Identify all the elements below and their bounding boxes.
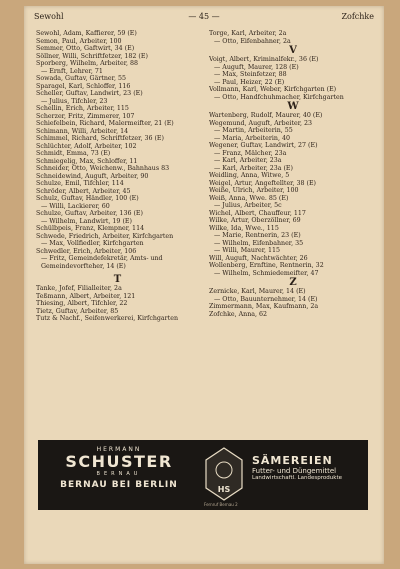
w-entry-list (209, 112, 377, 277)
directory-entry: Semmer, Otto, Gaftwirt, 34 (E) (36, 45, 135, 52)
directory-entry: Zernicke, Karl, Maurer, 14 (E) (209, 288, 306, 295)
directory-entry: Teßmann, Albert, Arbeiter, 121 (36, 292, 136, 300)
directory-entry: — Otto, Handfchuhmacher, Kirfchgarten (214, 93, 344, 101)
directory-entry: — Martin, Arbeiterin, 55 (214, 127, 293, 134)
page-number: — 45 — (188, 12, 220, 21)
directory-entry: Schmiegelig, Max, Schloffer, 11 (36, 157, 138, 165)
directory-entry: Schlüchter, Adolf, Arbeiter, 102 (36, 142, 137, 150)
ad-product-title: SÄMEREIEN (252, 454, 333, 467)
directory-entry: Weidling, Anna, Witwe, 5 (209, 172, 290, 179)
left-entry-list (36, 30, 199, 270)
directory-entry: — Wilhelm, Eifenbahner, 35 (214, 239, 304, 247)
directory-entry: Schröder, Albert, Arbeiter, 45 (36, 187, 131, 195)
directory-page (24, 6, 384, 564)
directory-entry: Schulze, Guftav, Arbeiter, 136 (E) (36, 210, 143, 217)
directory-entry: Thiesing, Albert, Tifchler, 22 (36, 300, 128, 307)
header-right-keyword: Zofchke (341, 12, 374, 21)
directory-entry: Tietz, Guftav, Arbeiter, 85 (36, 307, 119, 315)
header-left-keyword: Sewohl (34, 12, 64, 21)
ad-emblem-text: HS (217, 485, 231, 494)
directory-entry: Schulz, Guftav, Händler, 100 (E) (36, 195, 139, 202)
directory-entry: — Karl, Arbeiter, 23a (214, 157, 282, 164)
directory-entry: Wilke, Ida, Wwe., 115 (209, 224, 279, 232)
section-letter-z: Z (289, 277, 297, 288)
directory-entry: Schneidewind, Auguft, Arbeiter, 90 (36, 172, 149, 180)
directory-entry: — Willi, Maurer, 115 (214, 247, 281, 254)
directory-entry: Weiße, Ulrich, Arbeiter, 100 (209, 187, 299, 194)
directory-entry: Söllner, Willi, Schriftfetzer, 182 (E) (36, 52, 148, 60)
directory-entry: Schwede, Friedrich, Arbeiter, Kirfchgarten (36, 232, 174, 240)
t-entry-list (36, 285, 199, 323)
directory-entry: Torge, Karl, Arbeiter, 2a (209, 30, 287, 37)
directory-entry: Sporberg, Wilhelm, Arbeiter, 88 (36, 60, 139, 67)
ad-product-block (252, 454, 362, 481)
directory-entry: — Karl, Arbeiter, 23a (E) (214, 164, 293, 172)
directory-entry: — Auguft, Maurer, 128 (E) (214, 63, 299, 71)
directory-entry: Wartenberg, Rudolf, Maurer, 40 (E) (209, 112, 323, 119)
ad-product-line: Futter- und Düngemittel (252, 467, 337, 475)
directory-entry: — Marie, Rentnerin, 23 (E) (214, 232, 301, 239)
v-entry-list (209, 56, 377, 101)
ad-company-block (44, 446, 194, 490)
directory-entry: Gemeindevorfteher, 14 (E) (41, 262, 126, 270)
directory-entry: — Otto, Eifenbahner, 2a (214, 37, 291, 45)
directory-entry: — Julius, Tifchler, 23 (41, 97, 108, 105)
left-column (36, 30, 199, 323)
advertisement (38, 440, 368, 510)
directory-entry: — Paul, Heizer, 22 (E) (214, 78, 285, 86)
directory-entry: Weiß, Anna, Wwe. 85 (E) (209, 194, 289, 202)
directory-entry: Wegemund, Auguft, Arbeiter, 23 (209, 119, 313, 127)
directory-entry: Wollenberg, Ernftine, Rentnerin, 32 (209, 262, 324, 269)
directory-entry: Voigt, Albert, Kriminalfekr., 36 (E) (209, 56, 319, 63)
directory-entry: Scheller, Guftav, Landwirt, 23 (E) (36, 90, 143, 97)
directory-entry: Sparagel, Karl, Schloffer, 116 (36, 82, 131, 90)
right-column (209, 30, 377, 318)
directory-entry: Schulze, Emil, Tifchler, 114 (36, 180, 124, 187)
z-entry-list (209, 288, 377, 318)
directory-entry: Schiefelbein, Richard, Malermeifter, 21 (E) (36, 120, 174, 127)
directory-entry: — Otto, Bauunternehmer, 14 (E) (214, 295, 318, 303)
directory-entry: Wichel, Albert, Chauffeur, 117 (209, 209, 306, 217)
directory-entry: — Max, Vollfiedler, Kirfchgarten (41, 240, 144, 247)
directory-entry: — Maria, Arbeiterin, 40 (214, 134, 290, 142)
directory-entry: Vollmann, Karl, Weber, Kirfchgarten (E) (209, 86, 337, 93)
ad-footnote: Fernruf Bernau 2 (204, 502, 238, 507)
ad-location: BERNAU BEI BERLIN (60, 480, 178, 490)
section-letter-w: W (287, 101, 299, 112)
directory-entry: Schülbpeis, Franz, Klempner, 114 (36, 225, 145, 232)
directory-entry: Weigel, Artur, Angeftellter, 38 (E) (209, 179, 317, 187)
directory-entry: — Wilhelm, Landwirt, 19 (E) (41, 217, 132, 225)
directory-entry: — Willi, Lackierer, 60 (41, 202, 110, 210)
directory-entry: Scherzer, Fritz, Zimmerer, 107 (36, 112, 135, 120)
ad-company-name: SCHUSTER (65, 452, 173, 471)
directory-entry: Schimmel, Richard, Schriftfetzer, 36 (E) (36, 135, 164, 142)
directory-entry: Schimann, Willi, Arbeiter, 14 (36, 127, 129, 135)
directory-entry: Tutz & Nachf., Seifenwerkerei, Kirfchgarten (36, 315, 179, 322)
directory-entry: Schellin, Erich, Arbeiter, 115 (36, 105, 129, 112)
right-top-entry-list (209, 30, 377, 45)
directory-entry: — Max, Steinfetzer, 88 (214, 71, 287, 78)
directory-entry: — Wilhelm, Schmiedemeifter, 47 (214, 269, 319, 277)
section-letter-v: V (289, 45, 297, 56)
directory-entry: — Julius, Arbeiter, 5c (214, 202, 282, 209)
directory-entry: Will, Auguft, Nachtwächter, 26 (209, 254, 308, 262)
ad-product-subline: Landwirtschaftl. Landesprodukte (252, 475, 342, 481)
page-header (34, 12, 374, 26)
directory-entry: Zofchke, Anna, 62 (209, 310, 268, 318)
section-letter-t: T (113, 274, 122, 285)
directory-entry: Sewohl, Adam, Kaffierer, 59 (E) (36, 30, 137, 37)
ad-subline: BERNAU (96, 471, 142, 477)
directory-entry: Sowada, Guftav, Gärtner, 55 (36, 75, 126, 82)
ad-first-name: HERMANN (96, 446, 142, 453)
directory-entry: Semon, Paul, Arbeiter, 100 (36, 37, 122, 45)
directory-entry: Schneider, Otto, Weichenw., Bahnhaus 83 (36, 165, 170, 172)
directory-entry: Wegener, Guftav, Landwirt, 27 (E) (209, 142, 318, 149)
directory-entry: Zimmermann, Max, Kaufmann, 2a (209, 303, 319, 310)
directory-entry: Wilke, Artur, Oberzöllner, 69 (209, 217, 301, 224)
directory-entry: — Franz, Mälcher, 23a (214, 149, 287, 157)
directory-entry: — Fritz, Gemeindefekretär, Amts- und (41, 255, 163, 262)
directory-entry: — Ernft, Lehrer, 71 (41, 67, 103, 75)
directory-entry: Schmidt, Emma, 73 (E) (36, 150, 111, 157)
directory-entry: Tanke, Jofef, Filialleiter, 2a (36, 285, 122, 292)
directory-entry: Schwedler, Erich, Arbeiter, 106 (36, 247, 137, 255)
ad-emblem-icon (204, 446, 244, 502)
